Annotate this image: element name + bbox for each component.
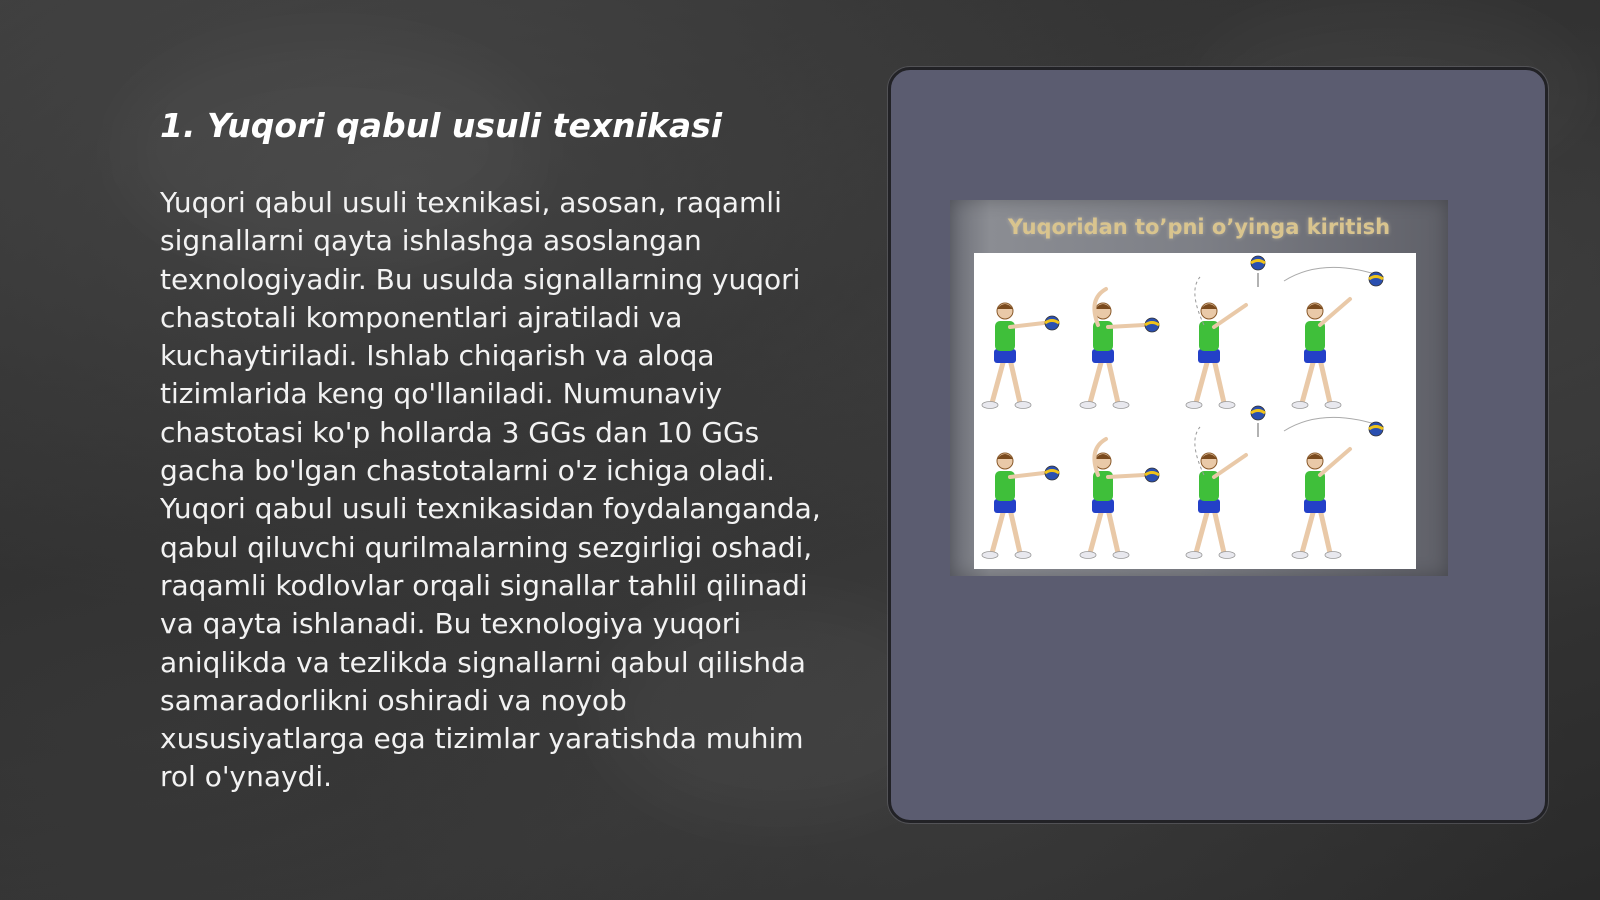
- player-8-shoe-right: [1325, 552, 1341, 559]
- player-8-leg-left: [1302, 509, 1314, 553]
- player-1-leg-left: [992, 359, 1004, 403]
- player-5-arm: [1010, 473, 1044, 477]
- player-5-shoe-left: [982, 552, 998, 559]
- player-4-shoe-left: [1292, 402, 1308, 409]
- player-6-leg-left: [1090, 509, 1102, 553]
- player-4-leg-right: [1320, 359, 1330, 403]
- player-7-shoe-left: [1186, 552, 1202, 559]
- player-3-arm: [1214, 305, 1246, 327]
- player-5-shorts: [994, 499, 1016, 513]
- player-1-shoe-right: [1015, 402, 1031, 409]
- player-7-leg-left: [1196, 509, 1208, 553]
- player-3-leg-left: [1196, 359, 1208, 403]
- player-4-arm: [1320, 299, 1350, 325]
- player-1-leg-right: [1010, 359, 1020, 403]
- player-2-shoe-right: [1113, 402, 1129, 409]
- player-1-shorts: [994, 349, 1016, 363]
- player-3-motion-line: [1195, 277, 1204, 325]
- player-7-leg-right: [1214, 509, 1224, 553]
- player-6-leg-right: [1108, 509, 1118, 553]
- player-7-motion-line: [1195, 427, 1204, 475]
- player-6-shorts: [1092, 499, 1114, 513]
- player-5-leg-left: [992, 509, 1004, 553]
- player-2-shoe-left: [1080, 402, 1096, 409]
- player-4-shorts: [1304, 349, 1326, 363]
- player-3-leg-right: [1214, 359, 1224, 403]
- player-1-arm: [1010, 323, 1044, 327]
- slide-body-text: Yuqori qabul usuli texnikasi, asosan, raqamli signallarni qayta ishlashga asoslangan texnologiyadir. Bu usulda signallarning yuqori chastotali komponentlari ajratiladi va kuchaytiriladi. Ishlab chiqarish va aloqa tizimlarida keng qo'llaniladi. Numunaviy chastotasi ko'p hollarda 3 GGs dan 10 GGs gacha bo'lgan chastotalarni o'z ichiga oladi. Yuqori qabul usuli texnikasidan foydalanganda, qabul qiluvchi qurilmalarning sezgirligi oshadi, raqamli kodlovlar orqali signallar tahlil qilinadi va qayta ishlanadi. Bu texnologiya yuqori aniqlikda va tezlikda signallarni qabul qilishda samaradorlikni oshiradi va noyob xususiyatlarga ega tizimlar yaratishda muhim rol o'ynaydi.: [160, 186, 821, 794]
- player-8-shoe-left: [1292, 552, 1308, 559]
- player-2-arm: [1108, 325, 1144, 327]
- player-1-shoe-left: [982, 402, 998, 409]
- figure-caption: Yuqoridan to’pni o’yinga kiritish: [1007, 215, 1391, 239]
- serve-sequence-illustration: [974, 253, 1416, 569]
- player-8-shorts: [1304, 499, 1326, 513]
- player-2-shorts: [1092, 349, 1114, 363]
- player-7-arm: [1214, 455, 1246, 477]
- player-4-shoe-right: [1325, 402, 1341, 409]
- player-8-leg-right: [1320, 509, 1330, 553]
- player-4-leg-left: [1302, 359, 1314, 403]
- player-5-shoe-right: [1015, 552, 1031, 559]
- player-2-leg-right: [1108, 359, 1118, 403]
- player-6-shoe-right: [1113, 552, 1129, 559]
- player-6-arm: [1108, 475, 1144, 477]
- player-3-shoe-left: [1186, 402, 1202, 409]
- player-3-shorts: [1198, 349, 1220, 363]
- player-7-shorts: [1198, 499, 1220, 513]
- player-3-shoe-right: [1219, 402, 1235, 409]
- figure-illustration: [974, 253, 1416, 569]
- player-2-leg-left: [1090, 359, 1102, 403]
- player-6-shoe-left: [1080, 552, 1096, 559]
- volleyball-serve-figure: [950, 200, 1448, 576]
- player-5-leg-right: [1010, 509, 1020, 553]
- player-7-shoe-right: [1219, 552, 1235, 559]
- slide-title: 1. Yuqori qabul usuli texnikasi: [160, 106, 723, 145]
- player-8-arm: [1320, 449, 1350, 475]
